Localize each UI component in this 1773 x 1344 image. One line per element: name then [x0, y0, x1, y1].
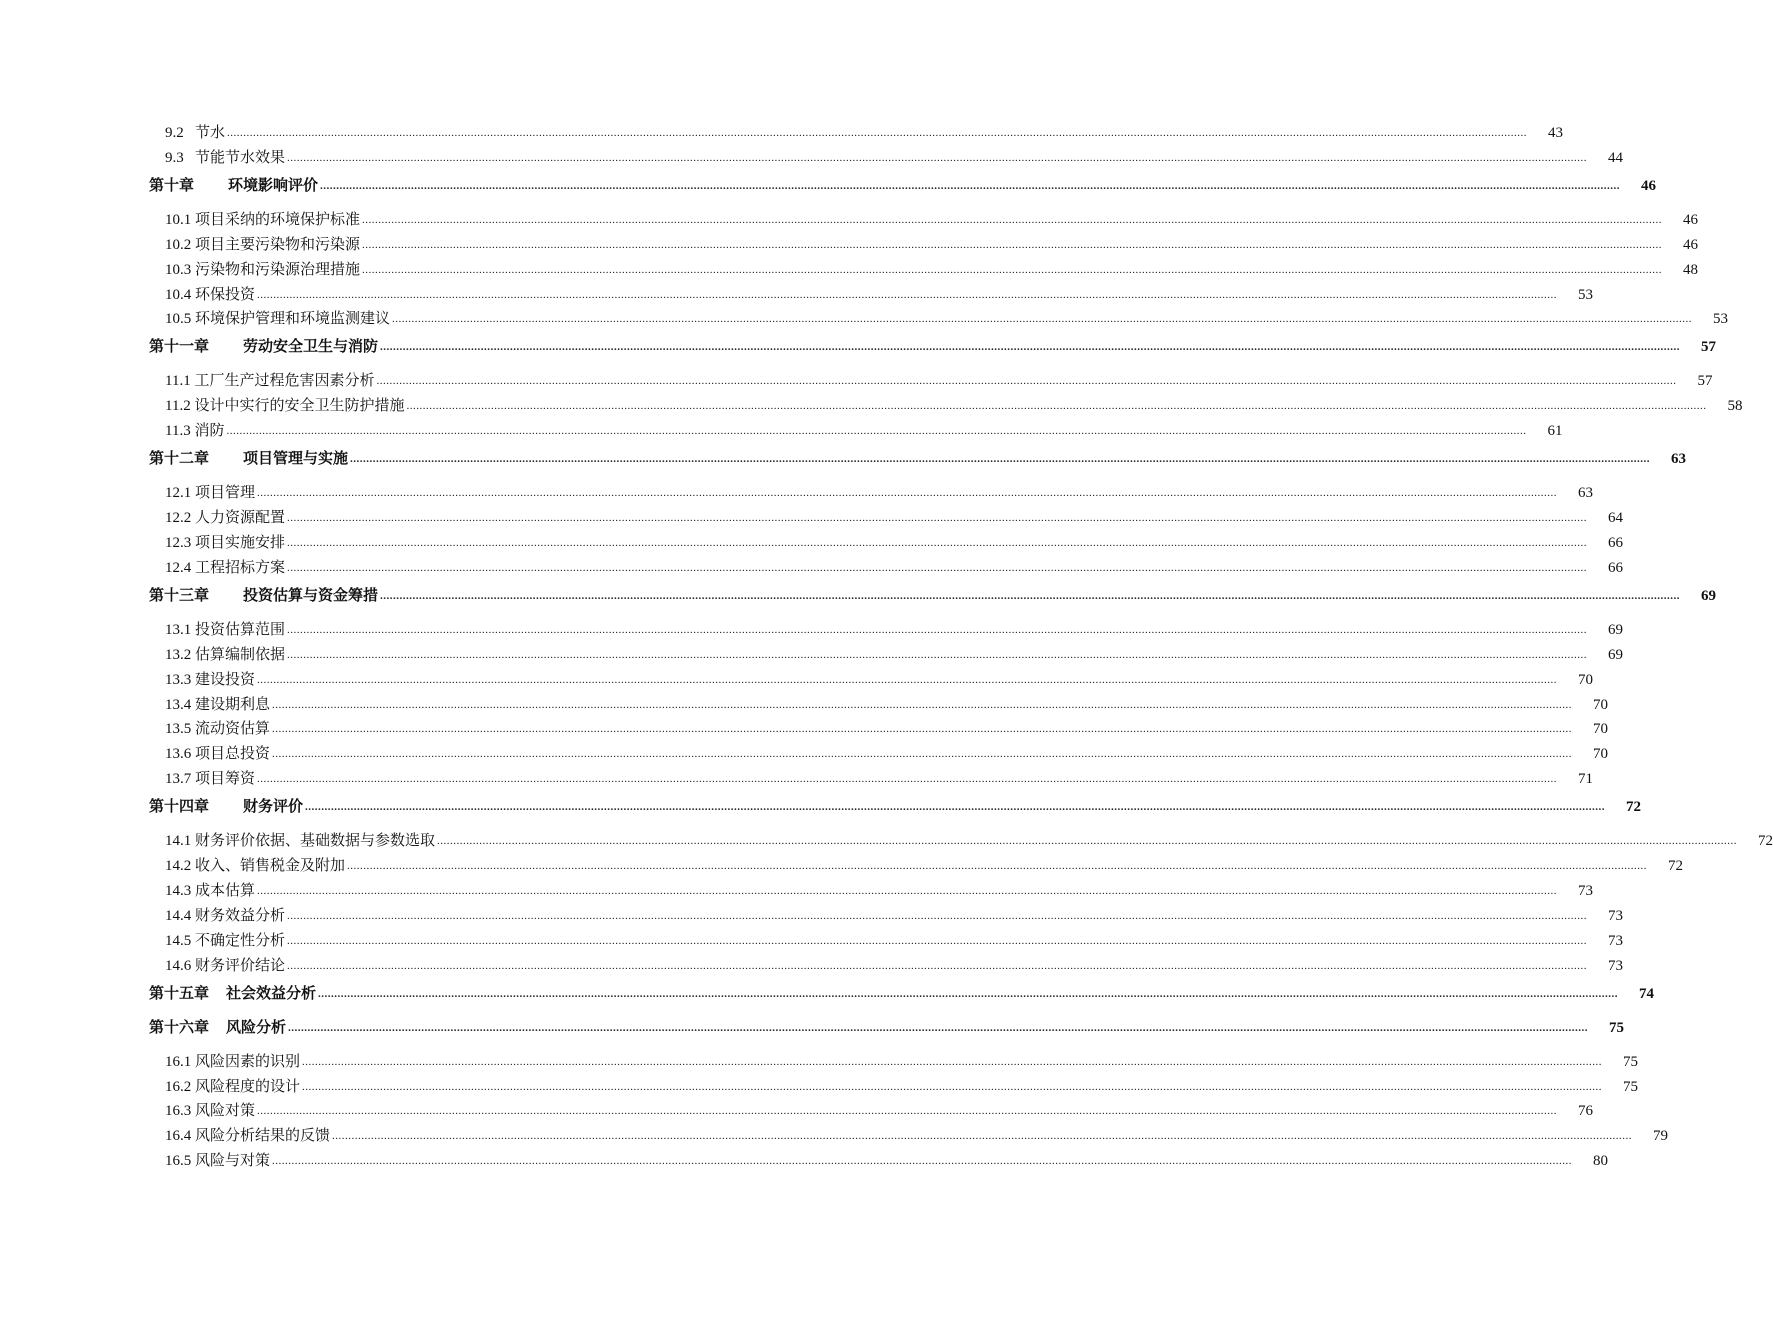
toc-section-entry[interactable] [149, 286, 1594, 305]
dot-leader: ................................................................................................................................................................................................................................................................................................................................................................................................................ [332, 1130, 1633, 1143]
toc-section-entry[interactable] [149, 882, 1594, 901]
toc-page-number: 66 [1608, 535, 1624, 552]
toc-entry-title: 节能节水效果 [195, 149, 286, 166]
dot-leader: ................................................................................................................................................................................................................................................................................................................................................................................................................ [392, 313, 1693, 326]
toc-page-number: 46 [1641, 177, 1657, 194]
dot-leader: ................................................................................................................................................................................................................................................................................................................................................................................................................ [288, 1021, 1589, 1034]
dot-leader: ................................................................................................................................................................................................................................................................................................................................................................................................................ [226, 425, 1527, 438]
toc-page-number: 79 [1653, 1128, 1669, 1145]
toc-section-entry[interactable] [149, 509, 1624, 528]
toc-entry-number: 第十五章 [149, 985, 210, 1002]
toc-entry-number: 16.4 [165, 1128, 192, 1145]
toc-section-entry[interactable] [149, 646, 1624, 665]
toc-page-number: 48 [1683, 261, 1699, 278]
toc-page-number: 70 [1578, 671, 1594, 688]
toc-chapter-entry[interactable] [149, 338, 1717, 357]
toc-section-entry[interactable] [149, 149, 1624, 168]
toc-page-number: 61 [1547, 423, 1563, 440]
toc-section-entry[interactable] [149, 720, 1609, 739]
toc-chapter-entry[interactable] [149, 587, 1717, 606]
toc-page-number: 73 [1578, 883, 1594, 900]
toc-entry-title: 建设投资 [195, 671, 256, 688]
toc-section-entry[interactable] [149, 857, 1684, 876]
toc-page-number: 72 [1758, 833, 1773, 850]
toc-entry-number: 14.6 [165, 957, 192, 974]
toc-page-number: 43 [1548, 125, 1564, 141]
toc-page-number: 70 [1593, 721, 1609, 738]
dot-leader: ................................................................................................................................................................................................................................................................................................................................................................................................................ [380, 341, 1681, 354]
toc-page-number: 69 [1701, 587, 1717, 604]
toc-entry-title: 项目管理 [195, 485, 256, 502]
toc-page-number: 44 [1608, 149, 1624, 166]
dot-leader: ................................................................................................................................................................................................................................................................................................................................................................................................................ [257, 288, 1558, 301]
toc-page-number: 75 [1623, 1053, 1639, 1070]
toc-page-number: 72 [1626, 799, 1642, 816]
toc-entry-title: 消防 [194, 423, 225, 440]
toc-entry-title: 财务评价 [243, 799, 304, 816]
toc-entry-title: 环境影响评价 [228, 177, 319, 194]
toc-entry-number: 13.5 [165, 721, 192, 738]
toc-entry-number: 11.2 [165, 398, 191, 415]
toc-page-number: 73 [1608, 907, 1624, 924]
toc-entry-number: 12.2 [165, 510, 192, 527]
toc-entry-number: 13.7 [165, 771, 192, 788]
dot-leader: ................................................................................................................................................................................................................................................................................................................................................................................................................ [272, 748, 1573, 761]
dot-leader: ................................................................................................................................................................................................................................................................................................................................................................................................................ [362, 263, 1663, 276]
toc-entry-title: 风险与对策 [195, 1153, 271, 1170]
toc-entry-title: 风险程度的设计 [195, 1078, 301, 1095]
toc-chapter-entry[interactable] [149, 985, 1655, 1004]
toc-page-number: 63 [1578, 485, 1594, 502]
toc-entry-title: 估算编制依据 [195, 646, 286, 663]
toc-page-number: 53 [1713, 311, 1729, 328]
toc-section-entry[interactable] [149, 770, 1594, 789]
toc-entry-title: 环境保护管理和环境监测建议 [195, 311, 391, 328]
toc-page-number: 66 [1608, 559, 1624, 576]
toc-page-number: 72 [1668, 858, 1684, 875]
toc-entry-title: 项目采纳的环境保护标准 [195, 211, 361, 228]
toc-section-entry[interactable] [149, 745, 1609, 764]
dot-leader: ................................................................................................................................................................................................................................................................................................................................................................................................................ [227, 127, 1528, 139]
toc-entry-number: 12.1 [165, 485, 192, 502]
toc-entry-number: 第十一章 [149, 339, 210, 356]
toc-section-entry[interactable] [149, 310, 1729, 329]
toc-entry-number: 第十章 [149, 177, 195, 194]
toc-entry-title: 人力资源配置 [195, 510, 286, 527]
toc-entry-number: 11.3 [165, 423, 191, 440]
toc-entry-number: 12.3 [165, 535, 192, 552]
dot-leader: ................................................................................................................................................................................................................................................................................................................................................................................................................ [272, 723, 1573, 736]
toc-section-entry[interactable] [149, 484, 1594, 503]
toc-entry-number: 13.3 [165, 671, 192, 688]
toc-page-number: 73 [1608, 957, 1624, 974]
toc-section-entry[interactable] [149, 621, 1624, 640]
toc-section-entry[interactable] [149, 372, 1713, 391]
toc-page-number: 71 [1578, 771, 1594, 788]
toc-section-entry[interactable] [149, 671, 1594, 690]
toc-entry-number: 13.6 [165, 746, 192, 763]
toc-section-entry[interactable] [149, 1127, 1669, 1146]
toc-entry-title: 项目总投资 [195, 746, 271, 763]
toc-page-number: 70 [1593, 696, 1609, 713]
toc-section-entry[interactable] [149, 1078, 1639, 1097]
toc-entry-title: 工厂生产过程危害因素分析 [194, 373, 375, 390]
dot-leader: ................................................................................................................................................................................................................................................................................................................................................................................................................ [272, 1155, 1573, 1168]
dot-leader: ................................................................................................................................................................................................................................................................................................................................................................................................................ [362, 213, 1663, 226]
dot-leader: ................................................................................................................................................................................................................................................................................................................................................................................................................ [362, 238, 1663, 251]
dot-leader: ................................................................................................................................................................................................................................................................................................................................................................................................................ [320, 179, 1621, 192]
toc-entry-number: 第十四章 [149, 799, 210, 816]
toc-entry-title: 工程招标方案 [195, 559, 286, 576]
toc-section-entry[interactable] [149, 236, 1699, 255]
toc-chapter-entry[interactable] [149, 177, 1657, 196]
dot-leader: ................................................................................................................................................................................................................................................................................................................................................................................................................ [347, 860, 1648, 873]
toc-entry-number: 14.3 [165, 883, 192, 900]
toc-page-number: 74 [1639, 985, 1655, 1002]
toc-section-entry[interactable] [149, 832, 1773, 851]
toc-page-number: 75 [1623, 1078, 1639, 1095]
dot-leader: ................................................................................................................................................................................................................................................................................................................................................................................................................ [302, 1080, 1603, 1093]
toc-entry-number: 10.3 [165, 261, 192, 278]
toc-entry-number: 16.1 [165, 1053, 192, 1070]
toc-page-number: 76 [1578, 1103, 1594, 1120]
toc-entry-title: 项目实施安排 [195, 535, 286, 552]
toc-page-number: 80 [1593, 1153, 1609, 1170]
toc-entry-title: 成本估算 [195, 883, 256, 900]
toc-section-entry[interactable] [149, 261, 1699, 280]
dot-leader: ................................................................................................................................................................................................................................................................................................................................................................................................................ [302, 1055, 1603, 1068]
toc-entry-title: 项目管理与实施 [243, 451, 349, 468]
toc-entry-number: 14.4 [165, 907, 192, 924]
dot-leader: ................................................................................................................................................................................................................................................................................................................................................................................................................ [287, 909, 1588, 922]
dot-leader: ................................................................................................................................................................................................................................................................................................................................................................................................................ [257, 885, 1558, 898]
toc-entry-number: 14.1 [165, 833, 192, 850]
toc-entry-title: 不确定性分析 [195, 932, 286, 949]
toc-page-number: 75 [1609, 1019, 1625, 1036]
dot-leader: ................................................................................................................................................................................................................................................................................................................................................................................................................ [257, 1105, 1558, 1118]
toc-page-number: 57 [1697, 373, 1713, 390]
toc-section-entry[interactable] [149, 124, 1564, 143]
toc-entry-title: 设计中实行的安全卫生防护措施 [194, 398, 405, 415]
toc-entry-number: 10.1 [165, 211, 192, 228]
toc-entry-number: 13.4 [165, 696, 192, 713]
toc-entry-title: 流动资估算 [195, 721, 271, 738]
toc-entry-title: 环保投资 [195, 286, 256, 303]
toc-section-entry[interactable] [149, 559, 1624, 578]
toc-section-entry[interactable] [149, 1102, 1594, 1121]
toc-section-entry[interactable] [149, 534, 1624, 553]
toc-entry-title: 劳动安全卫生与消防 [243, 339, 379, 356]
toc-page-number: 70 [1593, 746, 1609, 763]
dot-leader: ................................................................................................................................................................................................................................................................................................................................................................................................................ [380, 589, 1681, 602]
toc-entry-number: 第十六章 [149, 1019, 210, 1036]
dot-leader: ................................................................................................................................................................................................................................................................................................................................................................................................................ [287, 151, 1588, 164]
dot-leader: ................................................................................................................................................................................................................................................................................................................................................................................................................ [257, 673, 1558, 686]
toc-entry-number: 第十三章 [149, 587, 210, 604]
toc-entry-title: 项目筹资 [195, 771, 256, 788]
toc-entry-title: 风险因素的识别 [195, 1053, 301, 1070]
toc-entry-title: 风险分析 [226, 1019, 287, 1036]
table-of-contents [149, 124, 1773, 1177]
toc-page-number: 46 [1683, 211, 1699, 228]
dot-leader: ................................................................................................................................................................................................................................................................................................................................................................................................................ [257, 487, 1558, 500]
toc-entry-title: 财务效益分析 [195, 907, 286, 924]
toc-entry-number: 10.4 [165, 286, 192, 303]
toc-chapter-entry[interactable] [149, 798, 1642, 817]
toc-entry-number: 14.5 [165, 932, 192, 949]
toc-section-entry[interactable] [149, 957, 1624, 976]
toc-entry-number: 第十二章 [149, 451, 210, 468]
toc-entry-title: 财务评价依据、基础数据与参数选取 [195, 833, 436, 850]
dot-leader: ................................................................................................................................................................................................................................................................................................................................................................................................................ [350, 453, 1651, 466]
toc-entry-number: 11.1 [165, 373, 191, 390]
toc-entry-number: 16.5 [165, 1153, 192, 1170]
toc-page-number: 58 [1727, 398, 1743, 415]
toc-entry-title: 社会效益分析 [226, 985, 317, 1002]
toc-entry-title: 财务评价结论 [195, 957, 286, 974]
toc-page-number: 46 [1683, 236, 1699, 253]
toc-page-number: 64 [1608, 510, 1624, 527]
toc-section-entry[interactable] [149, 1152, 1609, 1171]
toc-entry-number: 10.2 [165, 236, 192, 253]
toc-entry-title: 投资估算与资金筹措 [243, 587, 379, 604]
toc-entry-title: 投资估算范围 [195, 621, 286, 638]
dot-leader: ................................................................................................................................................................................................................................................................................................................................................................................................................ [257, 773, 1558, 786]
dot-leader: ................................................................................................................................................................................................................................................................................................................................................................................................................ [287, 512, 1588, 525]
dot-leader: ................................................................................................................................................................................................................................................................................................................................................................................................................ [305, 801, 1606, 814]
toc-entry-number: 10.5 [165, 311, 192, 328]
toc-section-entry[interactable] [149, 696, 1609, 715]
dot-leader: ................................................................................................................................................................................................................................................................................................................................................................................................................ [287, 561, 1588, 574]
dot-leader: ................................................................................................................................................................................................................................................................................................................................................................................................................ [376, 375, 1677, 388]
toc-section-entry[interactable] [149, 932, 1624, 951]
toc-entry-number: 16.2 [165, 1078, 192, 1095]
toc-entry-number: 13.1 [165, 621, 192, 638]
toc-entry-title: 建设期利息 [195, 696, 271, 713]
toc-section-entry[interactable] [149, 422, 1563, 441]
toc-entry-title: 收入、销售税金及附加 [195, 858, 346, 875]
toc-chapter-entry[interactable] [149, 450, 1687, 469]
dot-leader: ................................................................................................................................................................................................................................................................................................................................................................................................................ [287, 934, 1588, 947]
toc-entry-number: 16.3 [165, 1103, 192, 1120]
dot-leader: ................................................................................................................................................................................................................................................................................................................................................................................................................ [287, 959, 1588, 972]
toc-entry-number: 14.2 [165, 858, 192, 875]
dot-leader: ................................................................................................................................................................................................................................................................................................................................................................................................................ [437, 835, 1738, 848]
dot-leader: ................................................................................................................................................................................................................................................................................................................................................................................................................ [287, 623, 1588, 636]
toc-page-number: 73 [1608, 932, 1624, 949]
toc-page-number: 53 [1578, 286, 1594, 303]
toc-page-number: 57 [1701, 339, 1717, 356]
toc-entry-number: 12.4 [165, 559, 192, 576]
toc-entry-number: 9.3 [165, 149, 184, 166]
toc-section-entry[interactable] [149, 1053, 1639, 1072]
toc-page-number: 69 [1608, 621, 1624, 638]
toc-entry-title: 风险分析结果的反馈 [195, 1128, 331, 1145]
toc-chapter-entry[interactable] [149, 1019, 1625, 1038]
toc-entry-title: 节水 [195, 125, 226, 141]
toc-entry-title: 风险对策 [195, 1103, 256, 1120]
toc-entry-title: 污染物和污染源治理措施 [195, 261, 361, 278]
toc-entry-number: 13.2 [165, 646, 192, 663]
dot-leader: ................................................................................................................................................................................................................................................................................................................................................................................................................ [287, 648, 1588, 661]
toc-entry-title: 项目主要污染物和污染源 [195, 236, 361, 253]
toc-section-entry[interactable] [149, 907, 1624, 926]
dot-leader: ................................................................................................................................................................................................................................................................................................................................................................................................................ [272, 698, 1573, 711]
dot-leader: ................................................................................................................................................................................................................................................................................................................................................................................................................ [318, 987, 1619, 1000]
toc-section-entry[interactable] [149, 211, 1699, 230]
dot-leader: ................................................................................................................................................................................................................................................................................................................................................................................................................ [406, 400, 1707, 413]
toc-entry-number: 9.2 [165, 125, 184, 141]
toc-section-entry[interactable] [149, 397, 1743, 416]
toc-page-number: 69 [1608, 646, 1624, 663]
toc-page-number: 63 [1671, 451, 1687, 468]
dot-leader: ................................................................................................................................................................................................................................................................................................................................................................................................................ [287, 537, 1588, 550]
